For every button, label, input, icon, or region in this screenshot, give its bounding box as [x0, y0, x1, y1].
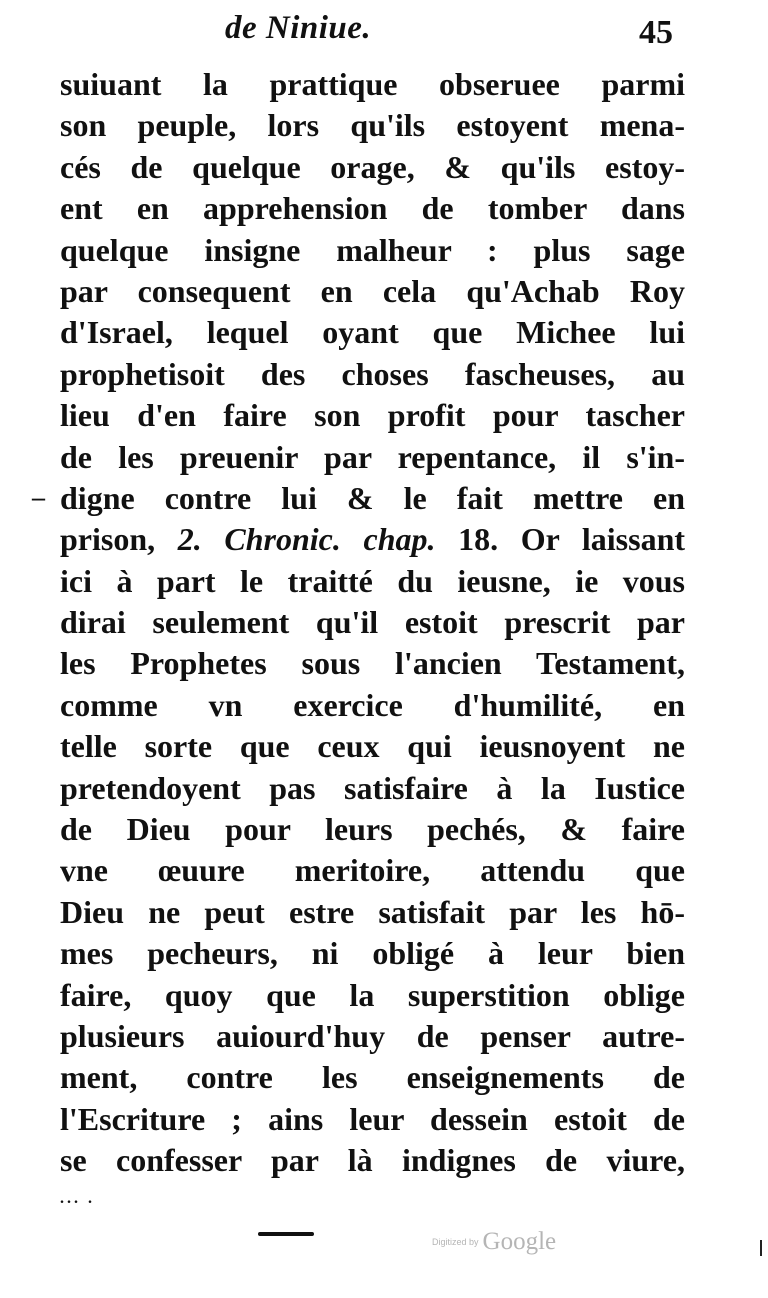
text-line: de Dieu pour leurs pechés, & faire	[60, 811, 685, 848]
text-line: cés de quelque orage, & qu'ils estoy-	[60, 148, 685, 185]
text-line: son peuple, lors qu'ils estoyent mena-	[60, 107, 685, 144]
text-line: se confesser par là indignes de viure,	[60, 1142, 685, 1179]
text-span: 18. Or laissant	[435, 521, 686, 558]
text-line: plusieurs auiourd'huy de penser autre-	[60, 1017, 685, 1054]
text-line: ici à part le traitté du ieusne, ie vous	[60, 562, 685, 599]
running-head: de Niniue.	[225, 10, 372, 46]
body-text	[60, 64, 685, 1182]
text-line: prophetisoit des choses fascheuses, au	[60, 355, 685, 392]
text-line: ment, contre les enseignements de	[60, 1059, 685, 1096]
text-line: telle sorte que ceux qui ieusnoyent ne	[60, 728, 685, 765]
text-line: ent en apprehension de tomber dans	[60, 190, 685, 227]
text-span: prison,	[60, 521, 178, 558]
text-line: comme vn exercice d'humilité, en	[60, 686, 685, 723]
text-line: d'Israel, lequel oyant que Michee lui	[60, 314, 685, 351]
text-line: vne œuure meritoire, attendu que	[60, 852, 685, 889]
text-line: Dieu ne peut estre satisfait par les hō-	[60, 893, 685, 930]
text-line: mes pecheurs, ni obligé à leur bien	[60, 935, 685, 972]
text-line: suiuant la prattique obseruee parmi	[60, 66, 685, 102]
text-line: pretendoyent pas satisfaire à la Iustice	[60, 769, 685, 806]
text-line: par consequent en cela qu'Achab Roy	[60, 272, 685, 309]
text-line: dirai seulement qu'il estoit prescrit par	[60, 604, 685, 641]
watermark-prefix: Digitized by	[432, 1237, 479, 1247]
text-line: quelque insigne malheur : plus sage	[60, 231, 685, 268]
citation-reference: 2. Chronic. chap.	[177, 521, 436, 558]
digitization-watermark	[432, 1228, 556, 1256]
text-line: lieu d'en faire son profit pour tascher	[60, 397, 685, 434]
ornamental-rule	[258, 1232, 314, 1236]
text-line: l'Escriture ; ains leur dessein estoit de	[60, 1100, 685, 1137]
text-line: digne contre lui & le fait mettre en	[60, 479, 685, 516]
margin-dash: –	[32, 483, 45, 512]
text-line-citation	[60, 519, 685, 560]
page-number: 45	[639, 14, 673, 51]
catchword-marks: ... .	[60, 1190, 95, 1207]
page-edge-mark	[760, 1240, 762, 1256]
google-logo: Google	[482, 1228, 557, 1255]
text-line: de les preuenir par repentance, il s'in-	[60, 438, 685, 475]
text-line: faire, quoy que la superstition oblige	[60, 976, 685, 1013]
text-line: les Prophetes sous l'ancien Testament,	[60, 645, 685, 682]
